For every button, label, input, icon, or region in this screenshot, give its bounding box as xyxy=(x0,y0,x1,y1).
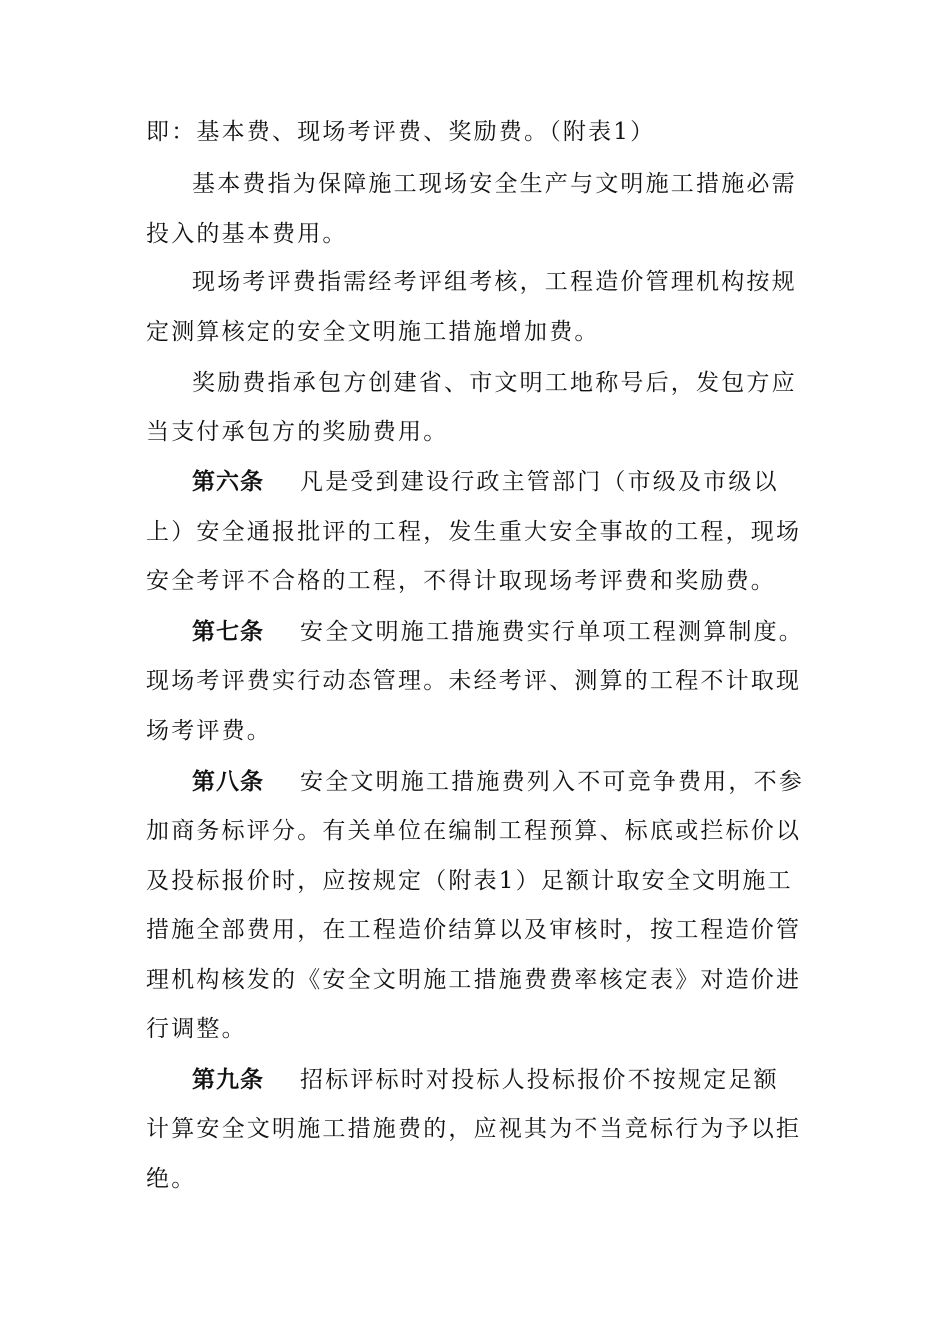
paragraph-text: 凡是受到建设行政主管部门（市级及市级以 xyxy=(300,469,779,495)
paragraph-line: 措施全部费用，在工程造价结算以及审核时，按工程造价管 xyxy=(146,917,802,943)
article-six-heading: 第六条 xyxy=(192,469,264,495)
paragraph-line: 投入的基本费用。 xyxy=(146,221,348,247)
paragraph-text: 招标评标时对投标人投标报价不按规定足额 xyxy=(300,1067,779,1093)
paragraph-line: 即：基本费、现场考评费、奖励费。（附表1） xyxy=(146,119,656,145)
article-six-first-line xyxy=(192,466,826,498)
paragraph-line: 奖励费指承包方创建省、市文明工地称号后，发包方应 xyxy=(192,370,797,396)
article-seven-first-line xyxy=(192,616,826,648)
paragraph-text: 安全文明施工措施费实行单项工程测算制度。 xyxy=(300,619,804,645)
paragraph-line: 现场考评费实行动态管理。未经考评、测算的工程不计取现 xyxy=(146,668,802,694)
article-eight-first-line xyxy=(192,766,826,798)
paragraph-line: 场考评费。 xyxy=(146,718,272,744)
paragraph-line: 加商务标评分。有关单位在编制工程预算、标底或拦标价以 xyxy=(146,818,802,844)
paragraph-line: 上）安全通报批评的工程，发生重大安全事故的工程，现场 xyxy=(146,519,802,545)
article-nine-first-line xyxy=(192,1064,826,1096)
paragraph-line: 定测算核定的安全文明施工措施增加费。 xyxy=(146,319,600,345)
paragraph-text: 安全文明施工措施费列入不可竞争费用，不参 xyxy=(300,769,804,795)
paragraph-line: 当支付承包方的奖励费用。 xyxy=(146,419,449,445)
paragraph-line: 计算安全文明施工措施费的，应视其为不当竞标行为予以拒 xyxy=(146,1116,802,1142)
paragraph-line: 及投标报价时，应按规定（附表1）足额计取安全文明施工 xyxy=(146,868,793,894)
paragraph-line: 安全考评不合格的工程，不得计取现场考评费和奖励费。 xyxy=(146,568,776,594)
article-nine-heading: 第九条 xyxy=(192,1067,264,1093)
paragraph-line: 基本费指为保障施工现场安全生产与文明施工措施必需 xyxy=(192,171,797,197)
paragraph-line: 行调整。 xyxy=(146,1016,247,1042)
paragraph-line: 现场考评费指需经考评组考核，工程造价管理机构按规 xyxy=(192,269,797,295)
article-eight-heading: 第八条 xyxy=(192,769,264,795)
paragraph-line: 绝。 xyxy=(146,1166,197,1192)
article-seven-heading: 第七条 xyxy=(192,619,264,645)
paragraph-line: 理机构核发的《安全文明施工措施费费率核定表》对造价进 xyxy=(146,967,802,993)
